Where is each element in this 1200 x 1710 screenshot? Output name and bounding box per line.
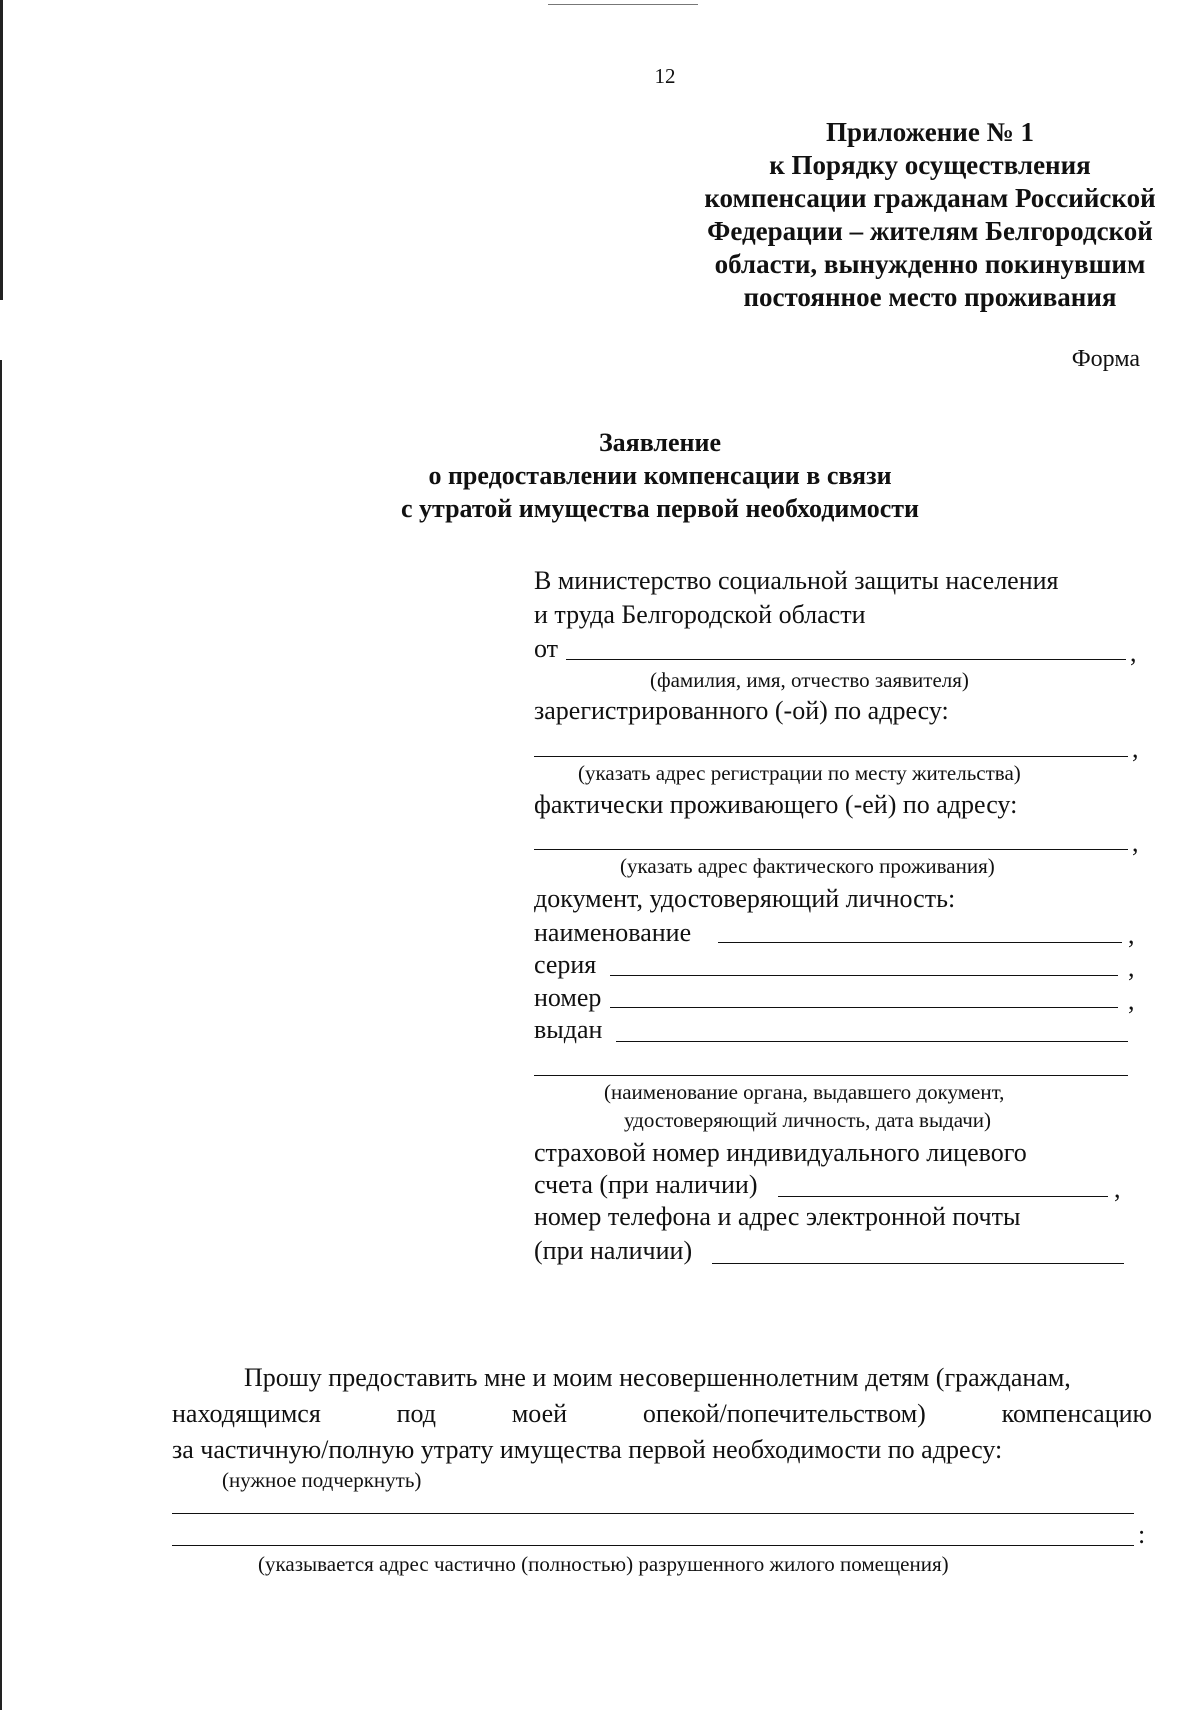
registered-address-field[interactable] [534, 756, 1128, 757]
request-word: под [396, 1399, 437, 1428]
id-doc-label: документ, удостоверяющий личность: [534, 884, 956, 913]
doc-name-field[interactable] [718, 942, 1122, 943]
form-label: Форма [1071, 346, 1140, 372]
request-word: моей [511, 1399, 568, 1428]
issued-hint-1: (наименование органа, выдавшего документ, [604, 1080, 1005, 1104]
comma: , [1132, 828, 1139, 857]
comma: , [1130, 638, 1137, 667]
request-word: опекой/попечительством) [642, 1399, 926, 1428]
comma: , [1128, 953, 1135, 982]
request-paragraph [172, 1360, 1152, 1468]
underline-hint: (нужное подчеркнуть) [222, 1468, 422, 1492]
request-line-3: за частичную/полную утрату имущества первой необходимости по адресу: [172, 1435, 1003, 1464]
title-line: с утратой имущества первой необходимости [400, 494, 920, 523]
title-line: о предоставлении компенсации в связи [428, 461, 892, 490]
destroyed-address-hint: (указывается адрес частично (полностью) разрушенного жилого помещения) [258, 1552, 949, 1576]
actual-address-field[interactable] [534, 849, 1128, 850]
snils-field[interactable] [778, 1196, 1108, 1197]
request-line-1: Прошу предоставить мне и моим несовершеннолетним детям (гражданам, [244, 1363, 1071, 1392]
request-line-2 [172, 1396, 1152, 1432]
appendix-line: компенсации гражданам Российской [704, 183, 1156, 213]
from-label: от [534, 634, 559, 663]
appendix-line: постоянное место проживания [743, 282, 1117, 312]
series-field[interactable] [610, 975, 1118, 976]
contacts-line-1: номер телефона и адрес электронной почты [534, 1202, 1021, 1231]
issued-label: выдан [534, 1015, 603, 1044]
issued-hint-2: удостоверяющий личность, дата выдачи) [624, 1108, 992, 1132]
appendix-line: Федерации – жителям Белгородской [707, 216, 1153, 246]
scan-left-edge-lower [0, 360, 2, 1710]
comma: , [1132, 734, 1139, 763]
request-word: компенсацию [1001, 1399, 1152, 1428]
comma: , [1114, 1174, 1121, 1203]
request-word: находящимся [172, 1399, 321, 1428]
actual-hint: (указать адрес фактического проживания) [620, 854, 995, 878]
snils-line-1: страховой номер индивидуального лицевого [534, 1138, 1027, 1167]
series-label: серия [534, 950, 597, 979]
appendix-line: области, вынужденно покинувшим [714, 249, 1146, 279]
number-label: номер [534, 983, 602, 1012]
from-hint: (фамилия, имя, отчество заявителя) [650, 668, 969, 692]
addressee-line-2: и труда Белгородской области [534, 600, 866, 629]
title-line: Заявление [598, 428, 722, 457]
snils-line-2: счета (при наличии) [534, 1170, 758, 1199]
number-field[interactable] [610, 1007, 1118, 1008]
appendix-line: Приложение № 1 [826, 117, 1034, 147]
actual-label: фактически проживающего (-ей) по адресу: [534, 790, 1018, 819]
destroyed-address-field-2[interactable] [172, 1545, 1134, 1546]
addressee-line-1: В министерство социальной защиты населения [534, 566, 1059, 595]
comma: , [1128, 920, 1135, 949]
doc-name-label: наименование [534, 918, 692, 947]
appendix-line: к Порядку осуществления [769, 150, 1091, 180]
issued-field-line-2[interactable] [534, 1075, 1128, 1076]
from-field[interactable] [566, 659, 1126, 660]
contacts-line-2: (при наличии) [534, 1236, 693, 1265]
destroyed-address-field-1[interactable] [172, 1513, 1134, 1514]
registered-label: зарегистрированного (-ой) по адресу: [534, 696, 949, 725]
colon: : [1138, 1520, 1146, 1549]
page-number: 12 [654, 64, 676, 88]
registered-hint: (указать адрес регистрации по месту жительства) [578, 761, 1021, 785]
comma: , [1128, 986, 1135, 1015]
scan-left-edge [0, 0, 3, 300]
issued-field[interactable] [616, 1041, 1128, 1042]
contacts-field[interactable] [712, 1263, 1124, 1264]
